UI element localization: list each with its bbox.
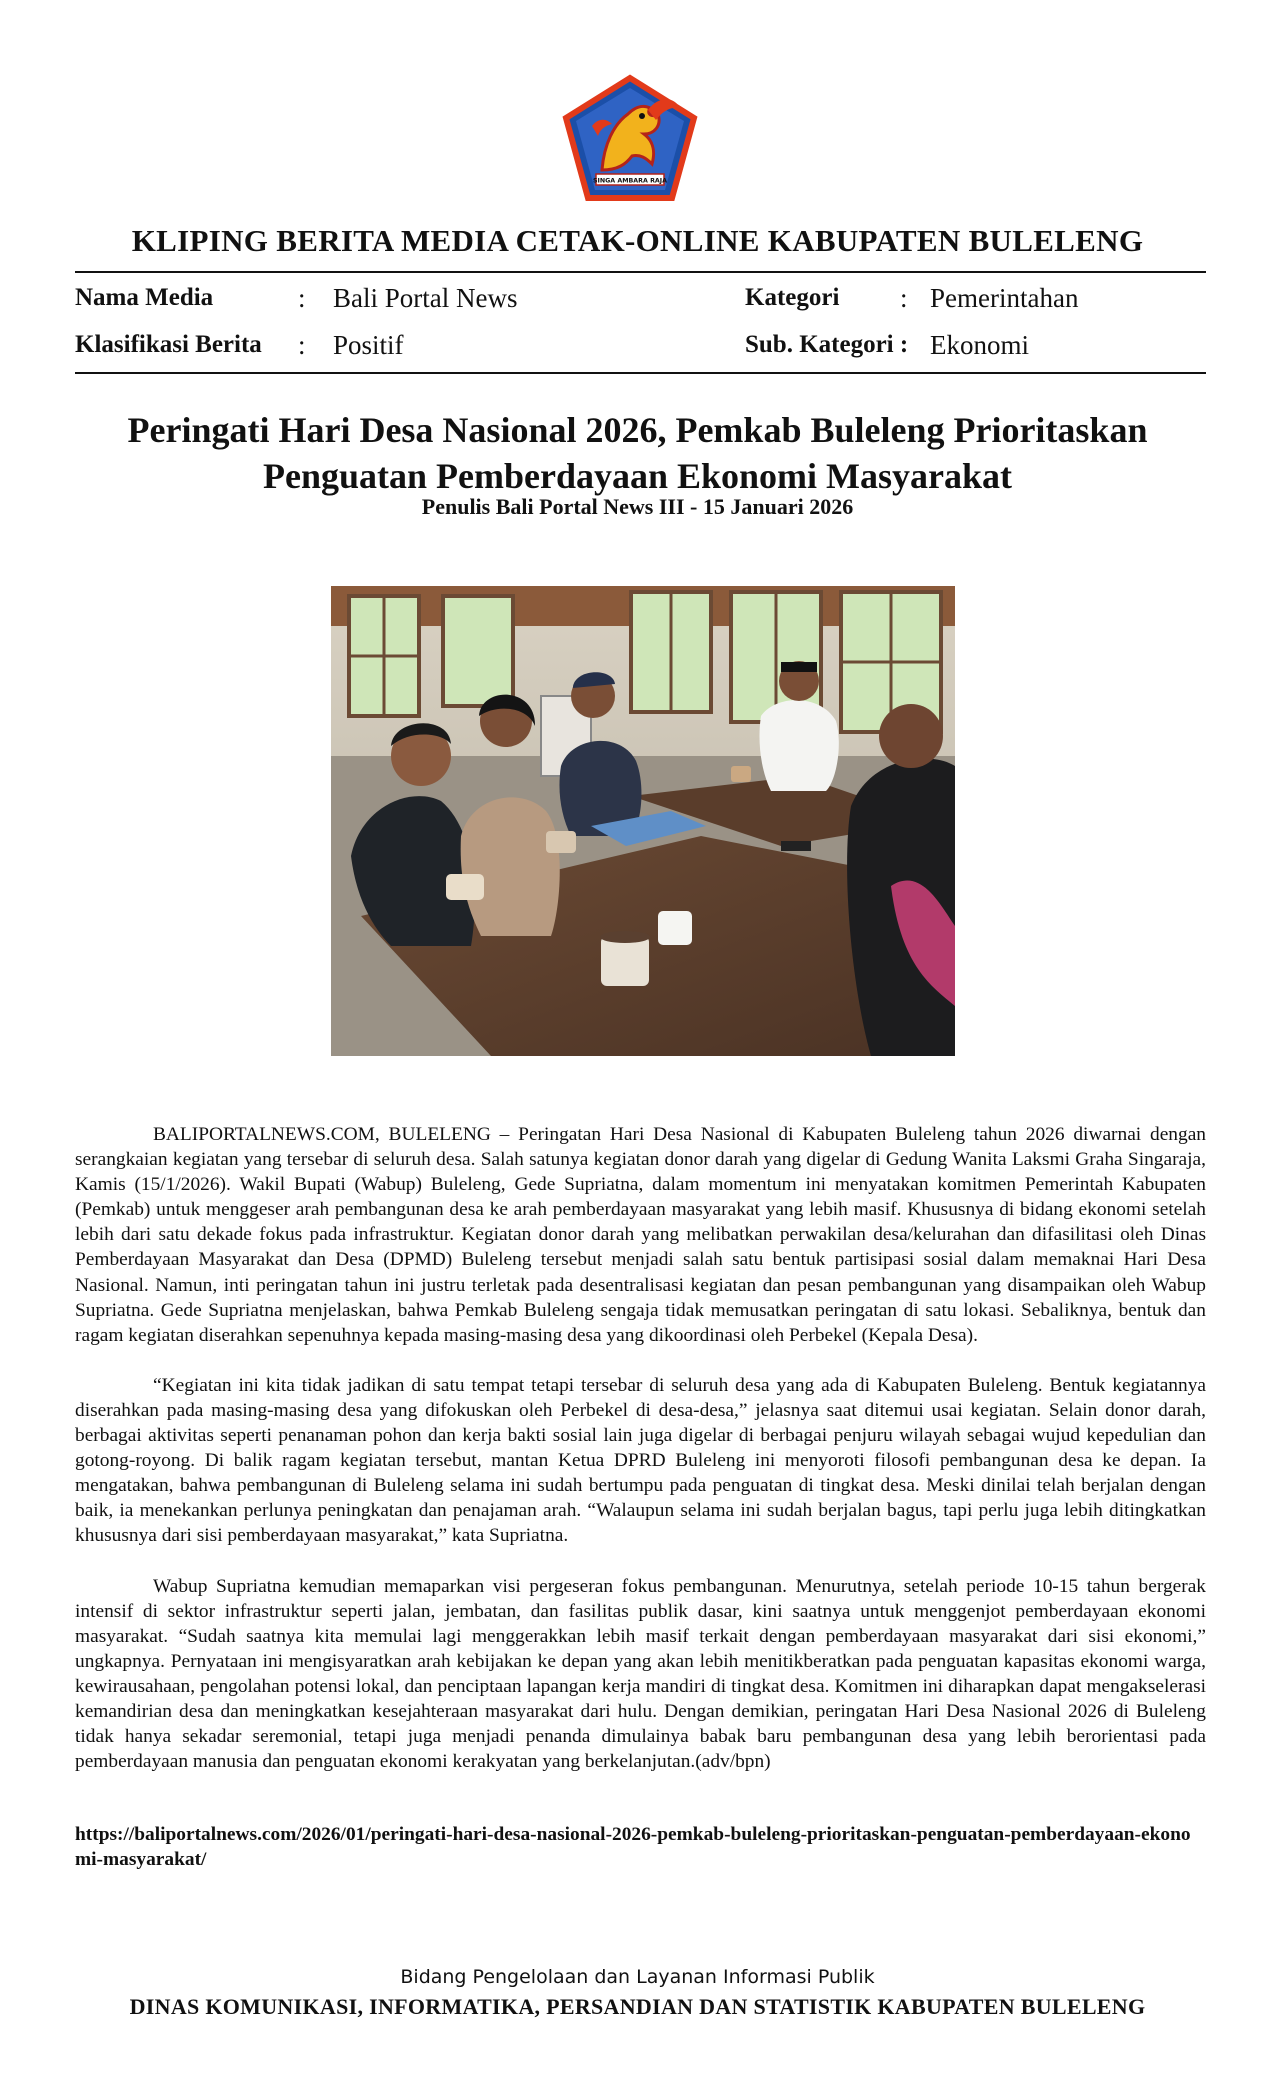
nama-media-colon: : [298, 283, 306, 313]
sub-kategori-value: Ekonomi [930, 330, 1029, 360]
footer-division: Bidang Pengelolaan dan Layanan Informasi Publik [400, 1966, 875, 1988]
klasifikasi-berita-value: Positif [333, 330, 404, 360]
kategori-colon: : [900, 283, 908, 313]
clipping-title: KLIPING BERITA MEDIA CETAK-ONLINE KABUPATEN BULELENG [131, 223, 1144, 258]
footer-agency: DINAS KOMUNIKASI, INFORMATIKA, PERSANDIAN DAN STATISTIK KABUPATEN BULELENG [129, 1994, 1146, 2019]
source-url: https://baliportalnews.com/2026/01/peringati-hari-desa-nasional-2026-pemkab-buleleng-prioritaskan-penguatan-pemberdayaan-ekonomi-masyarakat/ [75, 1824, 1191, 1871]
logo-motto: SINGA AMBARA RAJA [592, 177, 668, 185]
sub-kategori-label: Sub. Kategori : [745, 331, 909, 358]
article-paragraph: BALIPORTALNEWS.COM, BULELENG – Peringatan Hari Desa Nasional di Kabupaten Buleleng tahun 2026 diwarnai dengan serangkaian kegiatan yang tersebar di seluruh desa. Salah satunya kegiatan donor darah yang digelar di Gedung Wanita Laksmi Graha Singaraja, Kamis (15/1/2026). Wakil Bupati (Wabup) Buleleng, Gede Supriatna, dalam momentum ini menyatakan komitmen Pemerintah Kabupaten (Pemkab) untuk menggeser arah pembangunan desa ke arah pemberdayaan masyarakat yang lebih masif. Khususnya di bidang ekonomi setelah lebih dari satu dekade fokus pada infrastruktur. Kegiatan donor darah yang melibatkan perwakilan desa/kelurahan dan difasilitasi oleh Dinas Pemberdayaan Masyarakat dan Desa (DPMD) Buleleng tersebut menjadi salah satu bentuk partisipasi sosial dalam memaknai Hari Desa Nasional. Namun, inti peringatan tahun ini justru terletak pada desentralisasi kegiatan dan pesan pembangunan yang disampaikan oleh Wabup Supriatna. Gede Supriatna menjelaskan, bahwa Pemkab Buleleng sengaja tidak memusatkan peringatan di satu lokasi. Sebaliknya, bentuk dan ragam kegiatan diserahkan sepenuhnya kepada masing-masing desa yang dikoordinasi oleh Perbekel (Kepala Desa). [75, 1124, 1206, 1346]
klasifikasi-berita-label: Klasifikasi Berita [75, 331, 262, 358]
article-headline [80, 408, 1195, 499]
article-paragraph: “Kegiatan ini kita tidak jadikan di satu tempat tetapi tersebar di seluruh desa yang ada di Kabupaten Buleleng. Bentuk kegiatannya diserahkan pada masing-masing desa yang difokuskan oleh Perbekel di desa-desa,” jelasnya saat ditemui usai kegiatan. Selain donor darah, berbagai aktivitas seperti penanaman pohon dan kerja bakti sosial lain juga digelar di berbagai penjuru wilayah sebagai wujud kepedulian dan gotong-royong. Di balik ragam kegiatan tersebut, mantan Ketua DPRD Buleleng ini menyoroti filosofi pembangunan desa ke depan. Ia mengatakan, bahwa pembangunan di Buleleng selama ini sudah bertumpu pada penguatan di tingkat desa. Meski dinilai telah berjalan dengan baik, ia menekankan perlunya peningkatan dan penajaman arah. “Walaupun selama ini sudah berjalan bagus, tapi perlu juga lebih ditingkatkan khususnya dari sisi pemberdayaan masyarakat,” kata Supriatna. [75, 1374, 1206, 1547]
article-byline: Penulis Bali Portal News III - 15 Januari 2026 [421, 494, 854, 519]
kategori-label: Kategori [745, 284, 840, 311]
nama-media-label: Nama Media [75, 284, 214, 311]
kategori-value: Pemerintahan [930, 283, 1079, 313]
header-bottom-divider [75, 372, 1206, 374]
nama-media-value: Bali Portal News [333, 283, 518, 313]
header-top-divider [75, 271, 1206, 273]
buleleng-emblem-logo [562, 74, 698, 202]
headline-line-1: Peringati Hari Desa Nasional 2026, Pemkab Buleleng Prioritaskan [127, 410, 1148, 450]
headline-line-2: Penguatan Pemberdayaan Ekonomi Masyarakat [262, 455, 1013, 496]
article-body [75, 1122, 1206, 1799]
article-paragraph: Wabup Supriatna kemudian memaparkan visi pergeseran fokus pembangunan. Menurutnya, setelah periode 10-15 tahun bergerak intensif di sektor infrastruktur seperti jalan, jembatan, dan fasilitas publik dasar, kini saatnya untuk menggenjot pemberdayaan ekonomi masyarakat. “Sudah saatnya kita memulai lagi menggerakkan lebih masif terkait dengan pemberdayaan masyarakat dari sisi ekonomi,” ungkapnya. Pernyataan ini mengisyaratkan arah kebijakan ke depan yang akan lebih menitikberatkan pada penguatan kapasitas ekonomi warga, kewirausahaan, pengolahan potensi lokal, dan penciptaan lapangan kerja mandiri di tingkat desa. Komitmen ini diharapkan dapat mengakselerasi kemandirian desa dan meningkatkan kesejahteraan masyarakat dari hulu. Dengan demikian, peringatan Hari Desa Nasional 2026 di Buleleng tidak hanya sekadar seremonial, tetapi juga menjadi penanda dimulainya babak baru pembangunan desa yang lebih berorientasi pada pemberdayaan manusia dan penguatan ekonomi kerakyatan yang berkelanjutan.(adv/bpn) [75, 1575, 1206, 1773]
article-photo [331, 586, 955, 1056]
klasifikasi-colon: : [298, 330, 306, 360]
